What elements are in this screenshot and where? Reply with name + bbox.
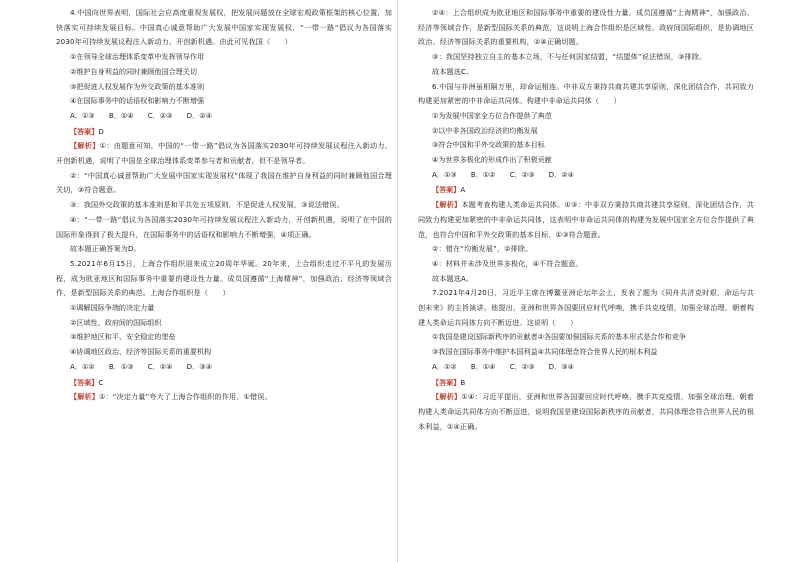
q6-option-3: ③符合中国和平外交政策的基本目标 (432, 140, 545, 150)
q5-analysis-3: ③：我国坚持独立自主的基本立场，不与任何国家结盟，“结盟体”说法错误，③排除。 (432, 52, 707, 62)
q4-option-1: ①在领导全球治理体系变革中发挥领导作用 (70, 52, 205, 62)
q5-choices: A．①② B．①③ C．②④ D．③④ (70, 361, 212, 371)
q5-option-1: ①调解国际争端的决定力量 (70, 303, 155, 313)
q5-answer (70, 376, 392, 391)
analysis-tag: 【解析】 (432, 392, 462, 402)
q5-option-4: ④协调地区政治、经济等国际关系的重要机构 (70, 347, 212, 357)
q7-option-1: ①我国是建设国际新秩序的贡献者②各国要加强国际关系的基本形式是合作和竞争 (432, 332, 686, 342)
q4-answer-value: D (98, 126, 104, 136)
q6-analysis-2: ②：错在“均衡发展”，②排除。 (432, 244, 533, 254)
q6-stem: 6.中国与非洲虽相隔万里，却命运相连。中非双方秉持共商共建共享原则，深化团结合作，共同致力构建更加紧密的中非命运共同体。构建中非命运共同体（ ） (418, 81, 754, 106)
q4-option-3: ③把促进人权发展作为外交政策的基本准则 (70, 81, 205, 91)
q7-option-2: ③我国在国际事务中维护本国利益④共同体理念符合世界人民的根本利益 (432, 347, 658, 357)
q6-option-1: ①为发展中国家全方位合作提供了典范 (432, 110, 552, 120)
q4-choices: A．①③ B．①④ C．②③ D．②④ (70, 110, 212, 120)
q4-answer (70, 125, 392, 140)
q4-analysis-4: ④：“一带一路”倡议为各国落实2030年可持续发展议程注入新动力，开创新机遇，说明了在中国的国际形象得到了极大提升，在国际事务中的话语权和影响力不断增强，④项正确。 (56, 214, 392, 239)
q4-analysis-1: 【解析】①：由题意可知，中国的“一带一路”倡议为各国落实2030年可持续发展议程注入新动力、开创新机遇，说明了中国是全球治理体系变革参与者和贡献者，但不是领导者。 (56, 141, 393, 166)
q5-option-3: ③维护地区和平、安全稳定的堡垒 (70, 332, 176, 342)
q7-answer (432, 376, 754, 391)
q4-stem: 4.中国向世界表明，国际社会应高度重视发展权，把发展问题放在全球宏观政策框架的核心位置，加快落实可持续发展目标。中国真心诚意帮助广大发展中国家实现发展权，“一带一路”倡议为各国落实2030年可持续发展议程注入新动力、开创新机遇。由此可见我国（ ） (56, 8, 392, 47)
q6-answer (432, 183, 754, 198)
q7-stem: 7.2021年4月20日，习近平主席在博鳌亚洲论坛年会上，发表了题为《同舟共济克时艰，命运与共创未来》的主旨演讲。他提出，亚洲和世界各国要回应时代呼唤，携手共克疫情，加强全球治理，朝着构建人类命运共同体方向不断迈进。这说明（ ） (418, 288, 754, 327)
q5-analysis-2: ②④：上合组织成为欧亚地区和国际事务中重要的建设性力量，成员国遵循“上海精神”，加强政治、经济等领域合作，是新型国际关系的典范，这说明上海合作组织是区域性、政府间国际组织，是协调地区政治、经济等国际关系的重要机构，②④正确切题。 (418, 8, 754, 47)
answer-tag: 【答案】 (70, 126, 99, 136)
analysis-tag: 【解析】 (432, 200, 462, 210)
column-divider (397, 0, 398, 562)
q5-stem: 5.2021年6月15日，上海合作组织迎来成立20周年华诞。20年来，上合组织走过不平凡的发展历程，成为欧亚地区和国际事务中重要的建设性力量。成员国遵循“上海精神”，加强政治、经济等领域合作，是新型国际关系的典范。上海合作组织是（ ） (56, 258, 392, 298)
answer-tag: 【答案】 (70, 377, 99, 387)
q6-analysis-1: 【解析】本题考查构建人类命运共同体。①③：中非双方秉持共商共建共享原则，深化团结合作，共同致力构建更加紧密的中非命运共同体，这表明中非命运共同体的构建为发展中国家全方位合作提供了典范，也符合中国和平外交政策的基本目标，①③符合题意。 (418, 200, 754, 239)
q4-analysis-2: ②：“中国真心诚意帮助广大发展中国家实现发展权”体现了我国在维护自身利益的同时兼顾他国合理关切，②符合题意。 (56, 170, 392, 195)
q6-analysis-3: ④：材料并未涉及世界多极化，④不符合题意。 (432, 258, 583, 268)
q6-option-2: ②以中非各国政治经济的均衡发展 (432, 125, 538, 135)
answer-tag: 【答案】 (432, 377, 461, 387)
q6-analysis-4: 故本题选A。 (432, 273, 474, 283)
q5-analysis-1: 【解析】①：“决定力量”夸大了上海合作组织的作用，①错误。 (70, 392, 272, 402)
q4-option-4: ④在国际事务中的话语权和影响力不断增强 (70, 96, 205, 106)
analysis-tag: 【解析】 (70, 141, 100, 151)
left-column (56, 6, 392, 405)
q5-analysis-4: 故本题选C。 (432, 66, 474, 76)
q7-answer-value: B (460, 377, 466, 387)
right-column (418, 6, 754, 434)
q4-option-2: ②维护自身利益的同时兼顾他国合理关切 (70, 66, 197, 76)
q6-answer-value: A (460, 185, 466, 195)
q5-answer-value: C (98, 377, 104, 387)
q6-option-4: ④为世界多极化的形成作出了积极贡献 (432, 155, 552, 165)
q7-analysis-1: 【解析】①④：习近平提出，亚洲和世界各国要回应时代呼唤，携手共克疫情，加强全球治理，朝着构建人类命运共同体方向不断迈进，说明我国是建设国际新秩序的贡献者，共同体理念符合世界人民的根本利益，①④正确。 (418, 392, 754, 431)
q5-option-2: ②区域性、政府间的国际组织 (70, 317, 162, 327)
q4-analysis-3: ③：我国外交政策的基本准则是和平共处五项原则，不是促进人权发展，③说法错误。 (70, 200, 344, 210)
answer-tag: 【答案】 (432, 185, 461, 195)
q7-choices: A．①② B．①④ C．②③ D．③④ (432, 361, 574, 371)
analysis-tag: 【解析】 (70, 392, 99, 402)
q4-analysis-5: 故本题正确答案为D。 (70, 244, 141, 254)
q6-choices: A．①③ B．①② C．②③ D．②④ (432, 169, 574, 179)
